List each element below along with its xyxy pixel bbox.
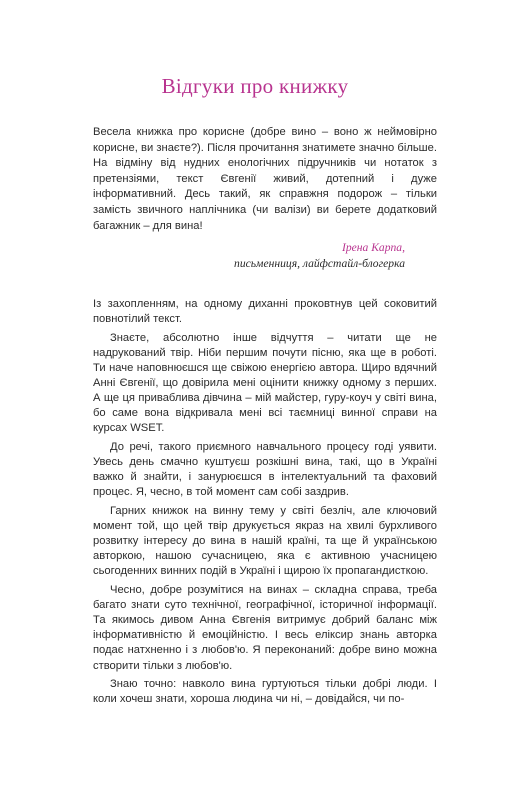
article-paragraph: Гарних книжок на винну тему у світі безліч, але ключовий момент той, що цей твір друкується якраз на хвилі бурхливого розвитку інтересу до вина в нашій країні, та ще й українською авторкою, нашою сучасницею, яка є активною учасницею сьогоденних винних подій в Україні і щирою їх пропагандисткою. <box>93 505 437 578</box>
review-author: Ірена Карпа, <box>341 241 405 254</box>
review-quote: Весела книжка про корисне (добре вино – воно ж неймовірно корисне, ви знаєте?). Після прочитання знатимете значно більше. На відміну від нудних енологічних підручників чи нотаток з претензіями, текст Євгенії живий, дотепний і дуже інформативний. Десь такий, як справжня подорож – тільки замість звичного наплічника (чи валізи) ви берете додатковий багажник – для вина! <box>93 126 437 232</box>
review-attribution <box>93 240 405 272</box>
article-paragraph: Знаю точно: навколо вина гуртуються тільки добрі люди. І коли хочеш знати, хороша людина чи ні, – довідайся, чи по- <box>93 678 437 706</box>
article-paragraph: Із захопленням, на одному диханні проковтнув цей соковитий повнотілий текст. <box>93 298 437 326</box>
review-author-role: письменниця, лайфстайл-блогерка <box>234 257 405 270</box>
review-article <box>93 297 437 711</box>
page-title: Відгуки про книжку <box>161 74 349 98</box>
article-paragraph: Чесно, добре розумітися на винах – складна справа, треба багато знати суто технічної, географічної, історичної інформації. Та якимось дивом Анна Євгенія витримує добрий баланс між інформативністю й емоційністю. І весь еліксир знань авторка подає натхненно і з любов'ю. Я переконаний: добре вино можна створити тільки з любов'ю. <box>93 584 437 672</box>
article-paragraph: До речі, такого приємного навчального процесу годі уявити. Увесь день смачно куштуєш розкішні вина, такі, що в Україні важко й знайти, і занурюєшся в інтелектуальний та фаховий процес. Я, чесно, в той момент сам собі заздрив. <box>93 441 437 499</box>
article-paragraph: Знаєте, абсолютно інше відчуття – читати ще не надрукований твір. Ніби першим почути пісню, яка ще в роботі. Ти наче наповнюєшся ще свіжою енергією автора. Щиро вдячний Анні Євгенії, що довірила мені оцінити книжку одному з перших. А ще ця приваблива дівчина – мій майстер, гуру-коуч у світі вина, бо саме вона відкривала мені всі таємниці винної справи на курсах WSET. <box>93 331 437 435</box>
